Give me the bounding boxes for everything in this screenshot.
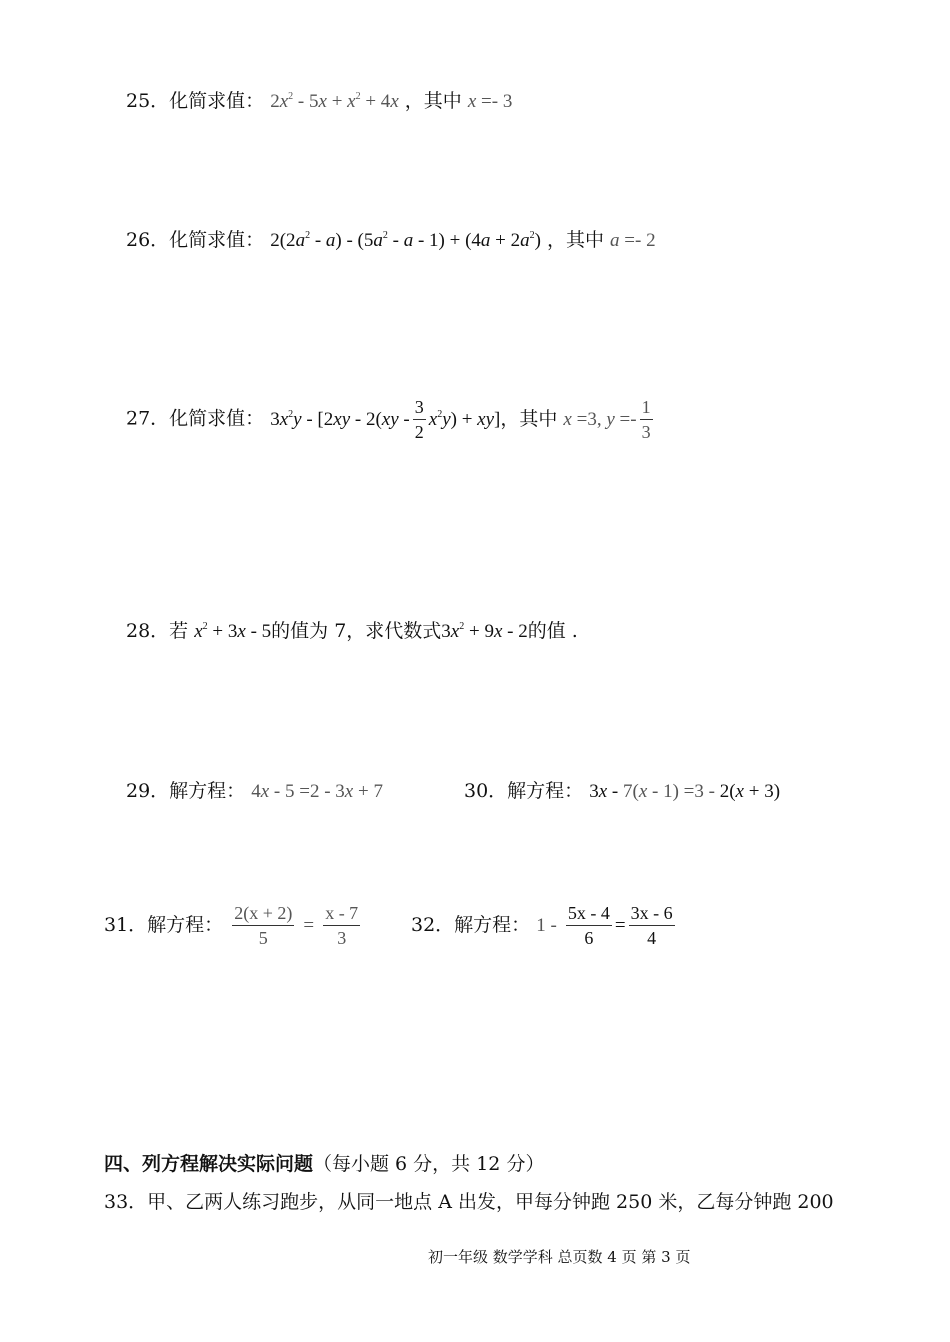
problem-27-expression-tail: $x^2y) + xy$] bbox=[428, 408, 501, 430]
problem-26-condition: ，其中 a =- 2 bbox=[547, 229, 656, 251]
problem-27-fraction-1 bbox=[413, 398, 426, 441]
problem-32-equals: = bbox=[614, 915, 626, 936]
section-4-note: （每小题 6 分，共 12 分） bbox=[313, 1153, 545, 1175]
problem-28-end: 的值 . bbox=[527, 620, 578, 642]
fraction-numerator: 5x - 4 bbox=[567, 903, 610, 923]
problem-25-condition-visible: ，其中 x =- 3 bbox=[404, 90, 513, 112]
fraction-denominator: 2 bbox=[413, 419, 426, 441]
section-4-title: 四、列方程解决实际问题 bbox=[104, 1153, 314, 1175]
page-footer: 初一年级 数学学科 总页数 4 页 第 3 页 bbox=[428, 1248, 691, 1266]
problem-31-left-fraction bbox=[232, 904, 294, 947]
fraction-numerator: 3x - 6 bbox=[630, 903, 673, 923]
problem-31-right-fraction bbox=[323, 904, 360, 947]
problem-27-condition: ，其中 x =3, y =- bbox=[500, 407, 637, 430]
problem-25-expression: $2x^2 - 5x + x^2 + 4x$ bbox=[270, 91, 399, 112]
fraction-denominator: 3 bbox=[640, 419, 653, 441]
problem-26-expression: $2(2a^2 - a) - (5a^2 - a - 1) + (4a + 2a^2)$ bbox=[270, 230, 541, 251]
problem-27-expression: $3x^2y - [2xy - 2(xy$ - bbox=[270, 408, 410, 430]
problem-31-label: 31．解方程： bbox=[104, 914, 224, 936]
problem-27-fraction-2 bbox=[640, 398, 653, 441]
fraction-numerator: 3 bbox=[414, 397, 424, 417]
problem-28-label: 28．若 bbox=[126, 620, 189, 642]
problem-32 bbox=[411, 904, 678, 947]
problem-31 bbox=[104, 904, 363, 947]
problem-28-expression-2: $3x^2 + 9x - 2$ bbox=[441, 621, 528, 642]
problem-29-expression: 4x - 5 =2 - 3x + 7 bbox=[251, 781, 383, 802]
problem-28 bbox=[126, 622, 578, 641]
problem-32-right-fraction bbox=[629, 904, 675, 947]
problem-31-equals: = bbox=[303, 915, 315, 936]
fraction-denominator: 6 bbox=[566, 925, 612, 947]
fraction-numerator: x - 7 bbox=[325, 903, 359, 923]
problem-33: 33．甲、乙两人练习跑步，从同一地点 A 出发，甲每分钟跑 250 米，乙每分钟跑 200 bbox=[104, 1191, 834, 1213]
problem-27-label: 27．化简求值： bbox=[126, 407, 265, 430]
problem-30-label: 30．解方程： bbox=[464, 780, 584, 802]
problem-25 bbox=[126, 92, 512, 111]
problem-32-label: 32．解方程： bbox=[411, 914, 531, 936]
problem-26 bbox=[126, 231, 656, 250]
fraction-denominator: 3 bbox=[323, 925, 360, 947]
fraction-denominator: 5 bbox=[232, 925, 294, 947]
problem-27 bbox=[126, 398, 656, 441]
problem-29-label: 29．解方程： bbox=[126, 780, 246, 802]
fraction-denominator: 4 bbox=[629, 925, 675, 947]
problem-25-label: 25．化简求值： bbox=[126, 90, 265, 112]
fraction-numerator: 1 bbox=[641, 397, 651, 417]
problem-28-expression-1: $x^2 + 3x - 5$ bbox=[194, 621, 272, 642]
problem-32-prefix: 1 - bbox=[536, 915, 557, 936]
problem-30 bbox=[464, 782, 780, 801]
fraction-numerator: 2(x + 2) bbox=[234, 903, 293, 923]
problem-32-left-fraction bbox=[566, 904, 612, 947]
problem-30-expression: 3x - 7(x - 1) =3 - 2(x + 3) bbox=[589, 781, 781, 802]
section-4-heading bbox=[104, 1155, 544, 1174]
problem-28-middle: 的值为 7，求代数式 bbox=[271, 620, 442, 642]
problem-26-label: 26．化简求值： bbox=[126, 229, 265, 251]
problem-29 bbox=[126, 782, 383, 801]
